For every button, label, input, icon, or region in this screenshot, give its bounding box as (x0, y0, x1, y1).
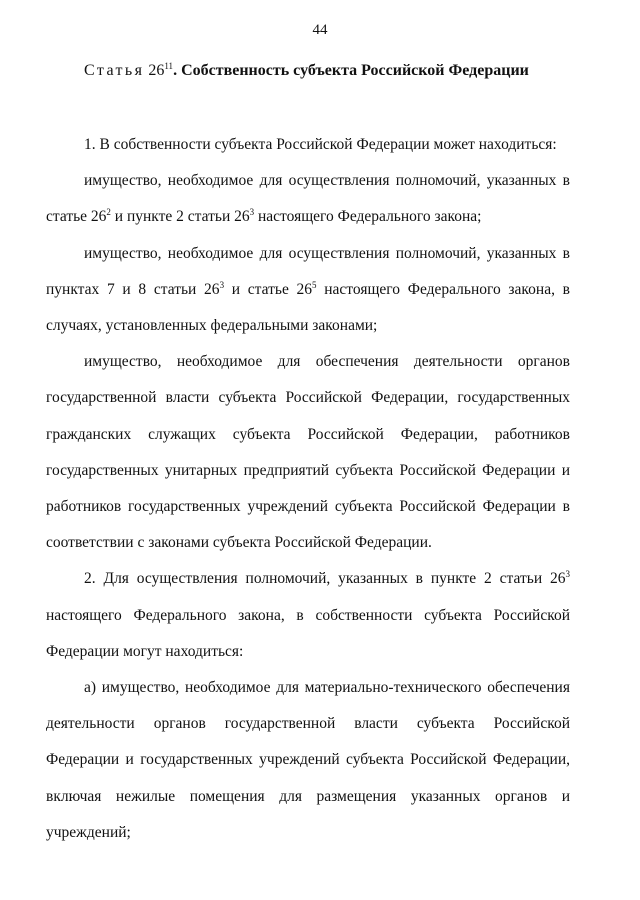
text-run: и статье 26 (224, 280, 313, 298)
superscript: 3 (565, 569, 570, 580)
text-run: имущество, необходимое для осуществления полномочий, указанных в пунктах 7 и 8 статьи 26 (46, 244, 570, 298)
text-run: настоящего Федерального закона, в собственности субъекта Российской Федерации могут находиться: (46, 606, 570, 660)
article-body (46, 127, 570, 851)
text-run: и пункте 2 статьи 26 (110, 208, 250, 226)
article-separator: . (173, 62, 178, 79)
article-label: Статья (84, 62, 145, 79)
paragraph (46, 127, 570, 163)
text-run: 2. Для осуществления полномочий, указанных в пункте 2 статьи 26 (84, 570, 566, 588)
superscript: 2 (106, 207, 111, 218)
text-run: имущество, необходимое для обеспечения деятельности органов государственной власти субъекта Российской Федерации, государственных гражданских служащих субъекта Российской Федерации, работников государственных унитарных предприятий субъекта Российской Федерации и работников государственных учреждений субъекта Российской Федерации в соответствии с законами субъекта Российской Федерации. (46, 353, 570, 552)
page-number: 44 (312, 22, 328, 38)
article-number-superscript: 11 (164, 61, 174, 71)
article-title: Собственность субъекта Российской Федерации (181, 62, 529, 79)
paragraph (46, 670, 570, 851)
text-run: настоящего Федерального закона; (254, 208, 482, 226)
superscript: 3 (219, 279, 225, 290)
paragraph (46, 163, 570, 235)
text-run: а) имущество, необходимое для материально-технического обеспечения деятельности органов государственной власти субъекта Российской Федерации и государственных учреждений субъекта Российской Федерации, включая нежилые помещения для размещения указанных органов и учреждений; (46, 679, 570, 841)
article-number: 26 (148, 62, 165, 79)
text-run: 1. В собственности субъекта Российской Федерации может находиться: (84, 136, 557, 153)
text-run: настоящего Федерального закона, в случаях, установленных федеральными законами; (46, 280, 570, 335)
paragraph (46, 344, 570, 561)
superscript: 3 (249, 207, 255, 218)
text-run: имущество, необходимое для осуществления полномочий, указанных в статье 26 (46, 172, 570, 226)
paragraph (46, 236, 570, 345)
superscript: 5 (312, 279, 317, 290)
article-heading (84, 62, 584, 80)
paragraph (46, 561, 570, 670)
